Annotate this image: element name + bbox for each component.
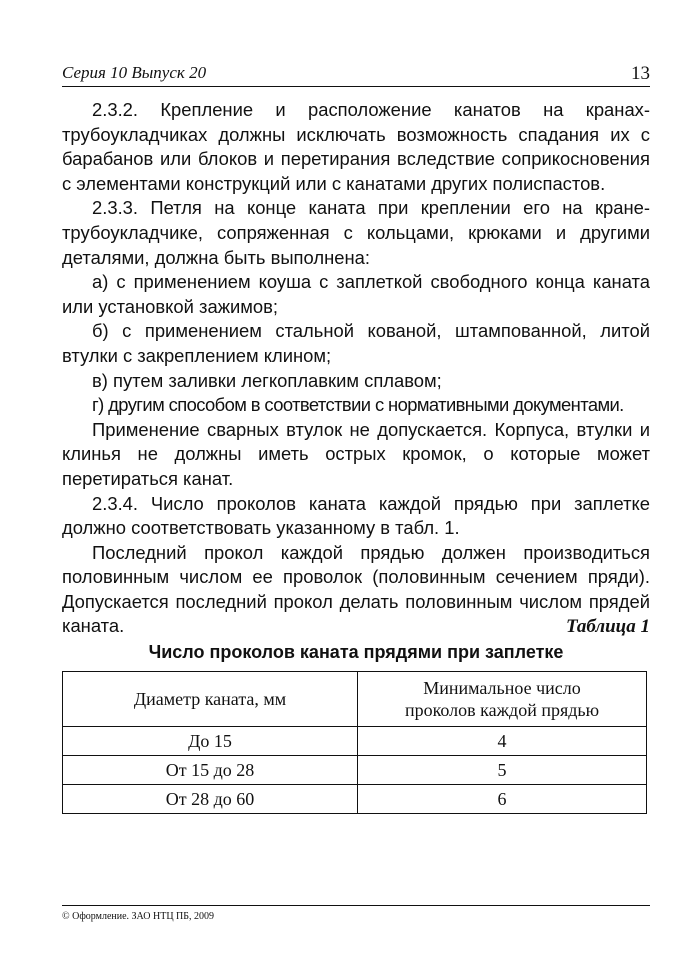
table-caption: Таблица 1: [565, 616, 650, 637]
table-cell: 5: [358, 756, 647, 785]
table-header-row: [63, 672, 647, 727]
column-header: Диаметр каната, мм: [63, 672, 358, 727]
document-body: [62, 98, 650, 639]
series-title: Серия 10 Выпуск 20: [62, 63, 207, 82]
column-header: Минимальное число проколов каждой прядью: [358, 672, 647, 727]
footer-divider: [62, 905, 650, 906]
paragraph: Применение сварных втулок не допускается. Корпуса, втулки и клинья не должны иметь острых кромок, о которые может перетираться канат.: [62, 418, 650, 489]
table-row: [63, 756, 647, 785]
copyright-footer: © Оформление. ЗАО НТЦ ПБ, 2009: [62, 911, 215, 922]
table-cell: 6: [358, 785, 647, 814]
paragraph: Последний прокол каждой прядью должен производиться половинным числом ее проволок (половинным сечением пряди). Допускается последний прокол делать половинным числом прядей каната.: [62, 541, 650, 637]
paragraph: 2.3.3. Петля на конце каната при креплении его на кране-трубоукладчике, сопряженная с кольцами, крюками и другими деталями, должна быть выполнена:: [62, 197, 650, 268]
table-row: [63, 785, 647, 814]
data-table: [62, 671, 647, 814]
table-cell: От 28 до 60: [63, 785, 358, 814]
paragraph: 2.3.4. Число проколов каната каждой прядью при заплетке должно соответствовать указанному в табл. 1.: [62, 492, 650, 539]
table-cell: До 15: [63, 727, 358, 756]
page-number: 13: [631, 63, 650, 84]
paragraph: б) с применением стальной кованой, штампованной, литой втулки с закреплением клином;: [62, 320, 650, 366]
table-cell: От 15 до 28: [63, 756, 358, 785]
paragraph: в) путем заливки легкоплавким сплавом;: [92, 369, 442, 391]
table-row: [63, 727, 647, 756]
table-title: Число проколов каната прядями при заплетке: [148, 642, 564, 662]
table-cell: 4: [358, 727, 647, 756]
paragraph: 2.3.2. Крепление и расположение канатов на кранах-трубоукладчиках должны исключать возможность спадания их с барабанов или блоков и перетирания вследствие соприкосновения с элементами конструкций или с канатами других полиспастов.: [62, 99, 650, 194]
paragraph: а) с применением коуша с заплеткой свободного конца каната или установкой зажимов;: [62, 271, 650, 317]
paragraph: г) другим способом в соответствии с нормативными документами.: [92, 394, 624, 416]
page-header: [62, 58, 650, 87]
